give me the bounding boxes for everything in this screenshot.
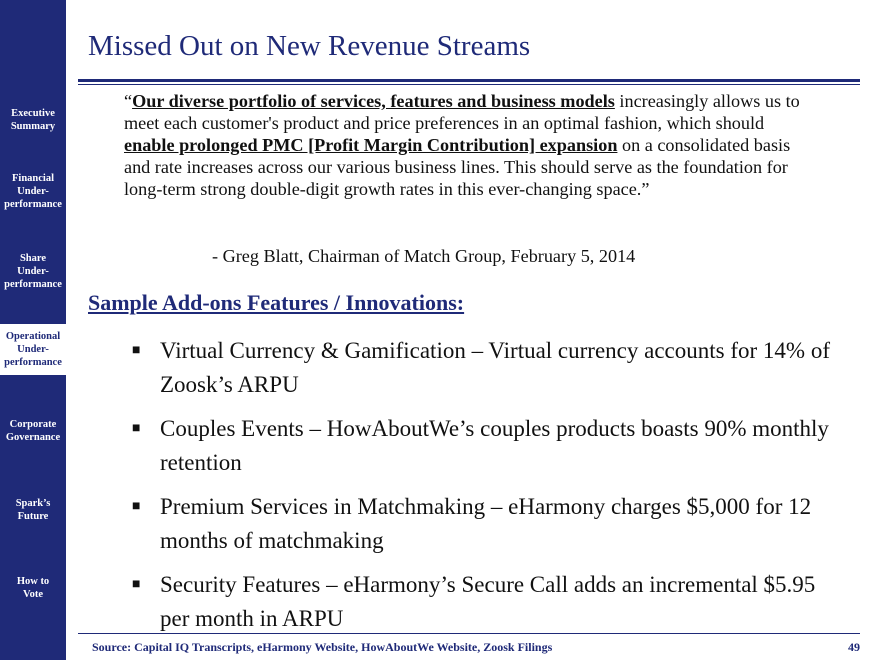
list-item <box>132 568 832 636</box>
bullet-square-icon: ■ <box>132 421 141 436</box>
quote-attribution: - Greg Blatt, Chairman of Match Group, February 5, 2014 <box>212 246 636 266</box>
sidebar-item-share-underperformance[interactable]: Share Under- performance <box>4 253 62 290</box>
list-item-text: Security Features – eHarmony’s Secure Call adds an incremental $5.95 per month in ARPU <box>160 572 816 631</box>
title-divider-thin <box>78 84 860 85</box>
list-item-text: Premium Services in Matchmaking – eHarmony charges $5,000 for 12 months of matchmaking <box>160 494 812 553</box>
bullet-square-icon: ■ <box>132 343 141 358</box>
quote-block <box>124 90 814 200</box>
footer-divider <box>78 633 860 634</box>
sidebar-item-financial-underperformance[interactable]: Financial Under- performance <box>4 173 62 210</box>
list-item-text: Couples Events – HowAboutWe’s couples products boasts 90% monthly retention <box>160 416 829 475</box>
bullet-square-icon: ■ <box>132 499 141 514</box>
feature-list <box>132 334 832 646</box>
sidebar-item-corporate-governance[interactable]: Corporate Governance <box>5 419 61 443</box>
sidebar-item-operational-underperformance[interactable]: Operational Under- performance <box>0 324 66 375</box>
bullet-square-icon: ■ <box>132 577 141 592</box>
footer-source: Source: Capital IQ Transcripts, eHarmony Website, HowAboutWe Website, Zoosk Filings <box>92 640 553 654</box>
quote-text-part2: on a consolidated basis and rate increases across our various business lines. This should serve as the foundation for long-term strong double-digit growth rates in this ever-changing space.” <box>124 135 791 199</box>
page-number: 49 <box>848 640 860 654</box>
section-heading: Sample Add-ons Features / Innovations: <box>88 290 465 315</box>
title-divider <box>78 79 860 82</box>
quote-emphasis-pmc: enable prolonged PMC [Profit Margin Contribution] expansion <box>124 135 618 155</box>
sidebar-item-executive-summary[interactable]: Executive Summary <box>10 108 56 132</box>
list-item <box>132 412 832 480</box>
list-item <box>132 334 832 402</box>
sidebar-nav <box>0 0 66 660</box>
quote-open-mark: “ <box>124 91 133 111</box>
list-item <box>132 490 832 558</box>
list-item-text: Virtual Currency & Gamification – Virtual currency accounts for 14% of Zoosk’s ARPU <box>160 338 830 397</box>
sidebar-item-sparks-future[interactable]: Spark’s Future <box>15 498 51 522</box>
sidebar-item-how-to-vote[interactable]: How to Vote <box>16 576 50 600</box>
quote-text-part1: increasingly allows us to meet each customer's product and price preferences in an optimal fashion, which should <box>124 91 800 133</box>
quote-emphasis-portfolio: Our diverse portfolio of services, features and business models <box>132 91 615 111</box>
page-title: Missed Out on New Revenue Streams <box>88 30 531 62</box>
